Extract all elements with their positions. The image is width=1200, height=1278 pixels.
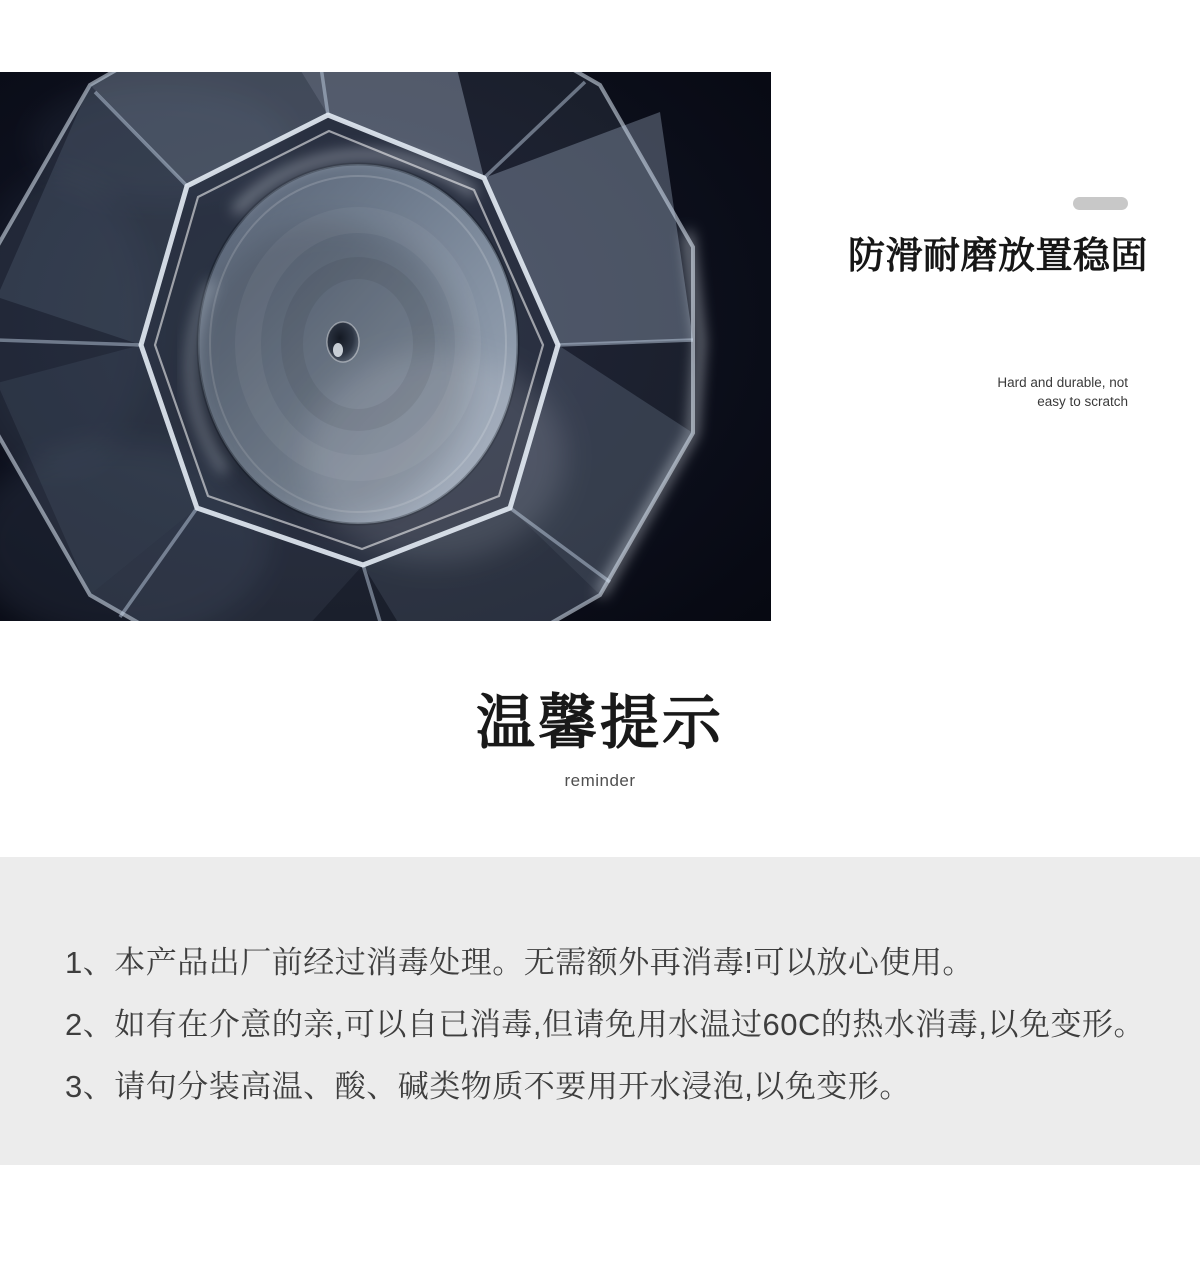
reminder-title: 温馨提示 bbox=[475, 690, 724, 756]
feature-subtitle-en bbox=[997, 374, 1128, 411]
reminder-subtitle: reminder bbox=[564, 771, 636, 790]
cup-bottom-illustration bbox=[0, 72, 771, 621]
tip-line: 3、请句分装高温、酸、碱类物质不要用开水浸泡,以免变形。 bbox=[65, 1069, 911, 1104]
feature-subtitle-line2: easy to scratch bbox=[1037, 393, 1128, 409]
accent-dash bbox=[1073, 197, 1128, 210]
feature-title: 防滑耐磨放置稳固 bbox=[848, 235, 1148, 276]
tip-line: 2、如有在介意的亲,可以自已消毒,但请免用水温过60C的热水消毒,以免变形。 bbox=[65, 1007, 1145, 1042]
feature-subtitle-line1: Hard and durable, not bbox=[997, 375, 1128, 390]
cup-bottom-photo bbox=[0, 72, 771, 621]
tips-panel bbox=[0, 857, 1200, 1165]
tip-line: 1、本产品出厂前经过消毒处理。无需额外再消毒!可以放心使用。 bbox=[65, 945, 974, 980]
